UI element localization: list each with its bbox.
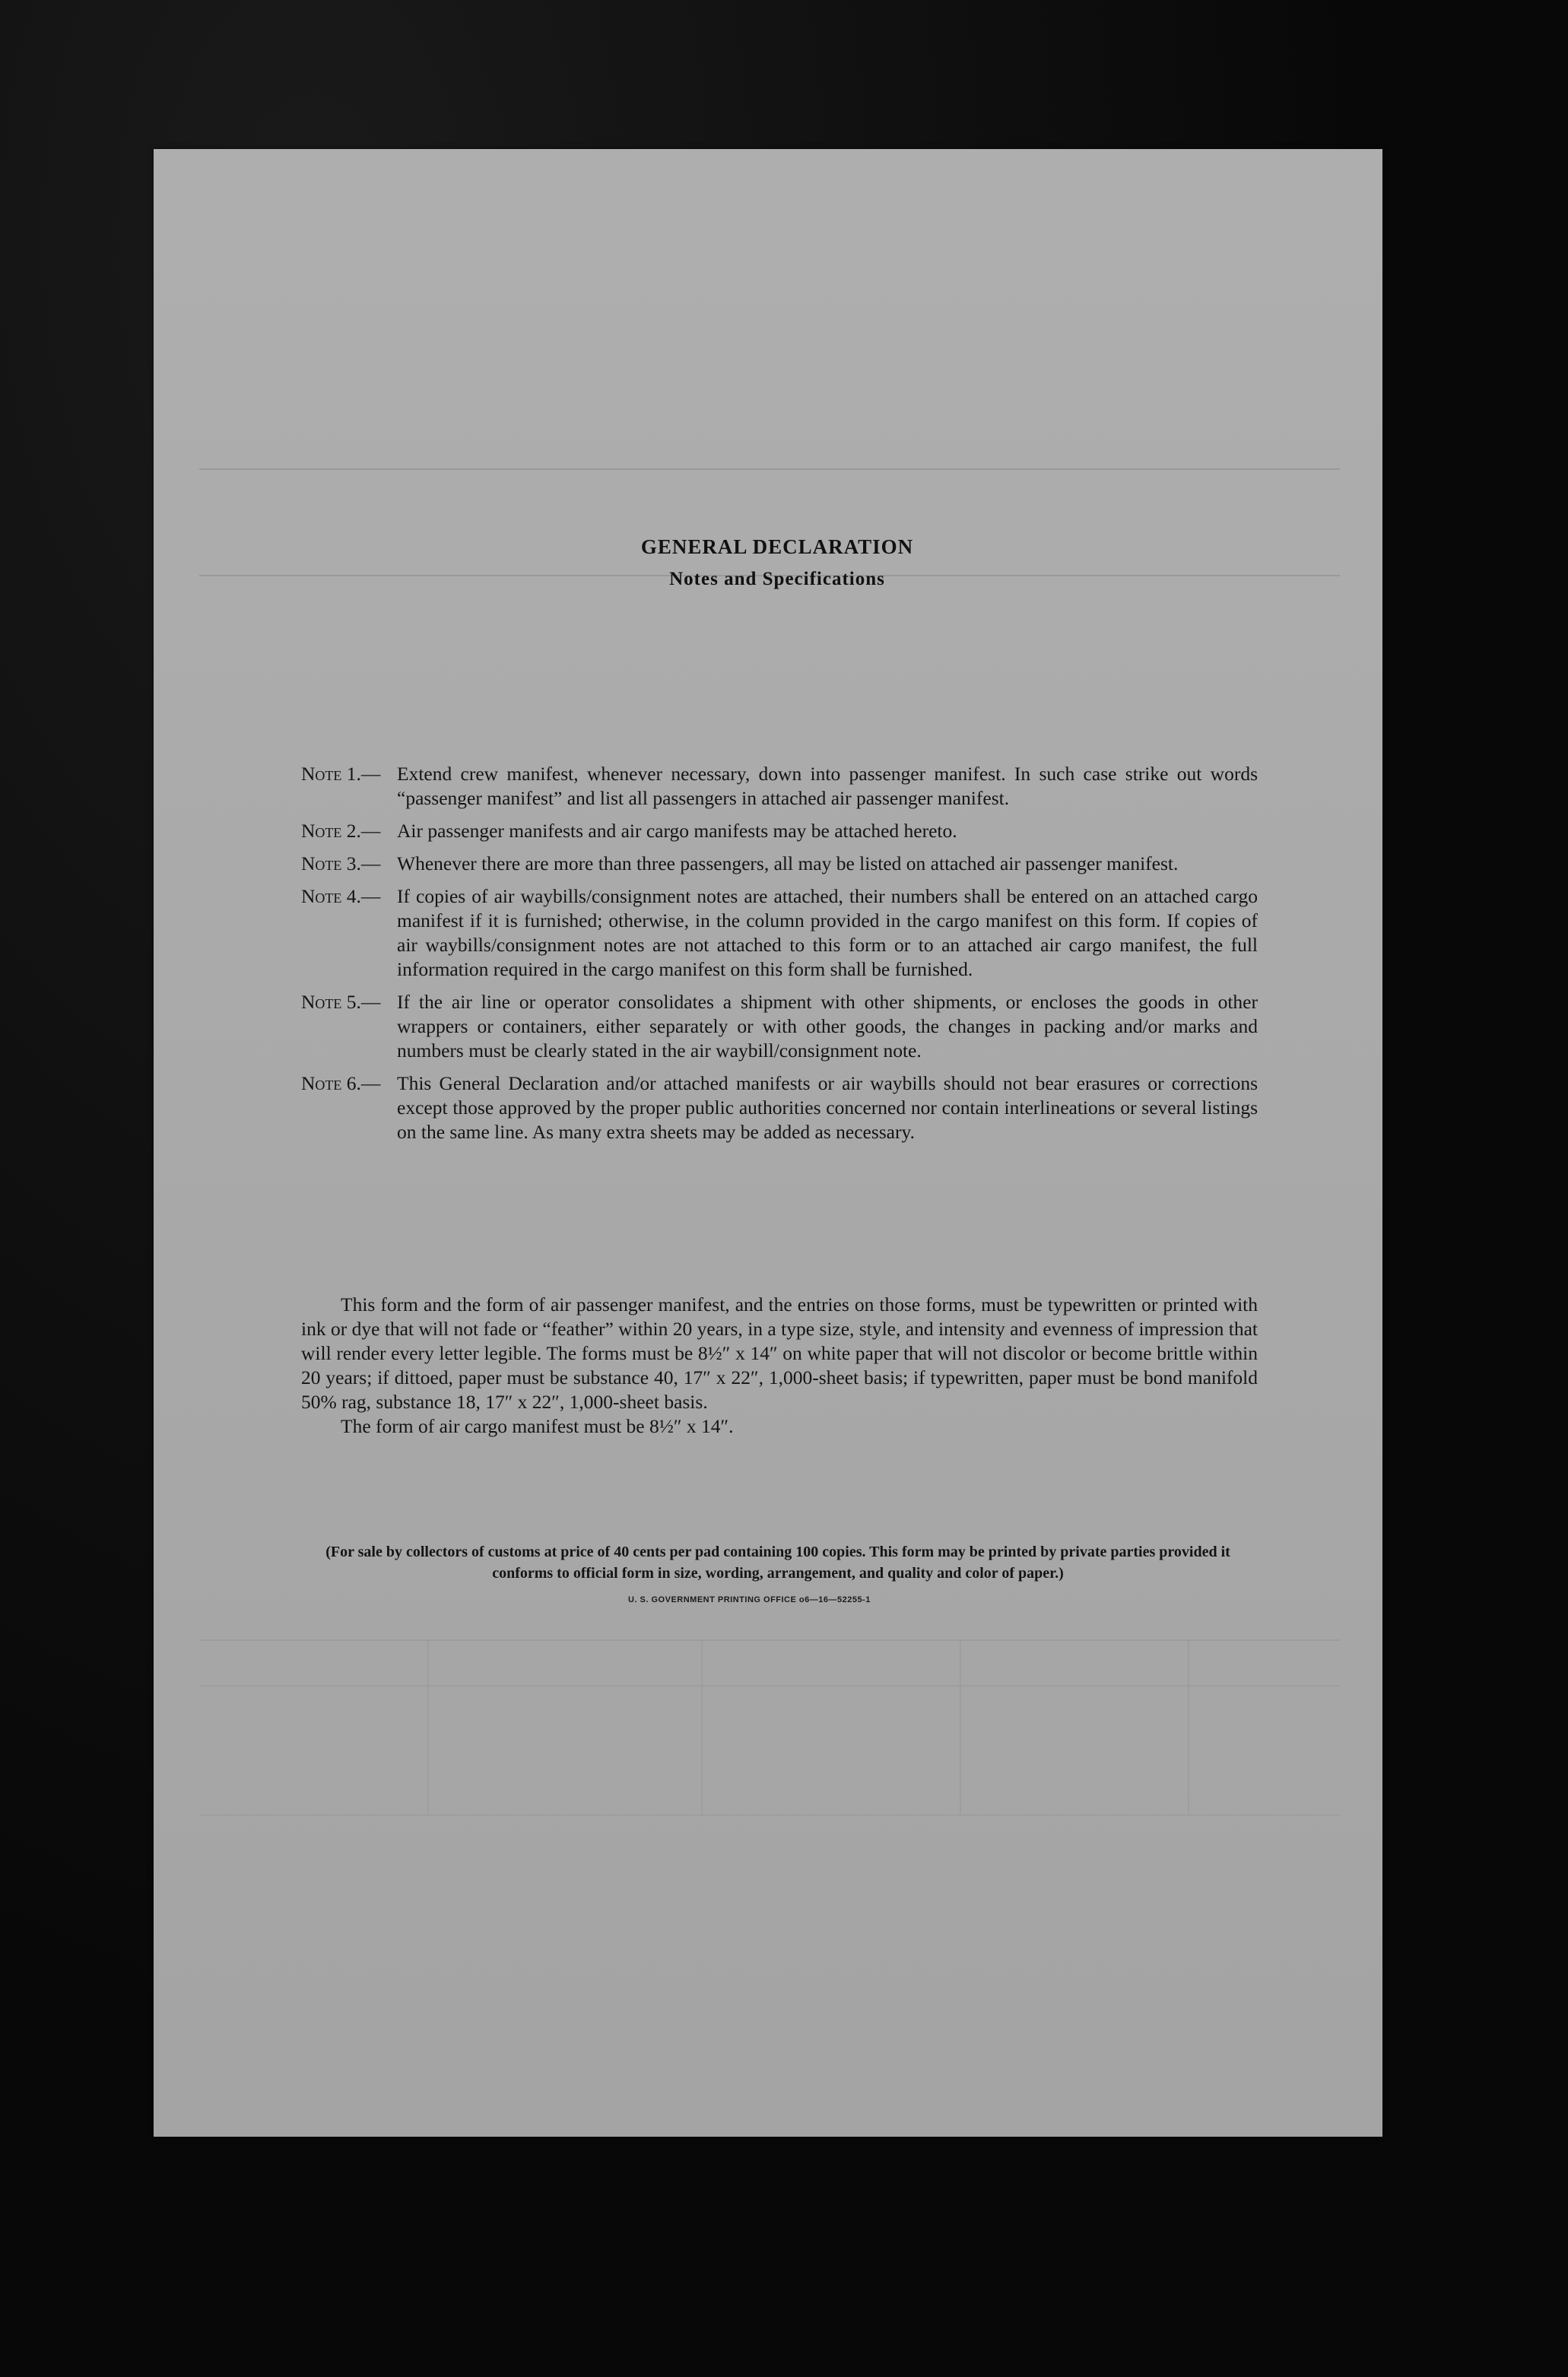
note-label bbox=[301, 884, 397, 982]
ghost-rule bbox=[701, 1639, 703, 1814]
note-text: Whenever there are more than three passengers, all may be listed on attached air passenger manifest. bbox=[397, 852, 1179, 874]
note-label-number: 3.— bbox=[341, 852, 381, 874]
note-item bbox=[301, 884, 1258, 982]
note-label-word: Note bbox=[301, 820, 342, 842]
paper-specification-paragraph: This form and the form of air passenger manifest, and the entries on those forms, must be typewritten or printed with ink or dye that will not fade or “feather” within 20 years, in a type size, style, and intensity and evenness of impression that will render every letter legible. The forms must be 8½″ x 14″ on white paper that will not discolor or become brittle within 20 years; if dittoed, paper must be substance 40, 17″ x 22″, 1,000-sheet basis; if typewritten, paper must be bond manifold 50% rag, substance 18, 17″ x 22″, 1,000-sheet basis. bbox=[301, 1293, 1258, 1413]
note-text: If the air line or operator consolidates a shipment with other shipments, or encloses the goods in other wrappers or containers, either separately or with other goods, the changes in packing and/or marks and numbers must be clearly stated in the air waybill/consignment note. bbox=[397, 991, 1258, 1062]
ghost-rule bbox=[1188, 1639, 1189, 1814]
note-text: Extend crew manifest, whenever necessary, down into passenger manifest. In such case strike out words “passenger manifest” and list all passengers in attached air passenger manifest. bbox=[397, 763, 1258, 809]
notes-list bbox=[301, 762, 1258, 1153]
note-label-word: Note bbox=[301, 763, 342, 785]
ghost-rule bbox=[199, 468, 1340, 470]
ghost-rule bbox=[199, 1814, 1340, 1816]
document-subtitle: Notes and Specifications bbox=[669, 569, 885, 589]
note-label-word: Note bbox=[301, 852, 342, 874]
document-title: GENERAL DECLARATION bbox=[640, 535, 914, 558]
note-label-word: Note bbox=[301, 1072, 342, 1094]
note-label bbox=[301, 762, 397, 811]
note-item bbox=[301, 762, 1258, 811]
note-label bbox=[301, 1071, 397, 1144]
note-item bbox=[301, 990, 1258, 1063]
note-item bbox=[301, 852, 1258, 876]
sale-notice: (For sale by collectors of customs at price of 40 cents per pad containing 100 copies. This form may be printed by private parties provided it conforms to official form in size, wording, arrangement, and quality and color of paper.) bbox=[325, 1544, 1230, 1582]
note-label bbox=[301, 990, 397, 1063]
note-label-word: Note bbox=[301, 885, 342, 907]
ghost-rule bbox=[199, 1685, 1340, 1687]
note-text: If copies of air waybills/consignment notes are attached, their numbers shall be entered on an attached cargo manifest if it is furnished; otherwise, in the column provided in the cargo manifest on this form. If copies of air waybills/consignment notes are not attached to this form or to an attached air cargo manifest, the full information required in the cargo manifest on this form shall be furnished. bbox=[397, 885, 1258, 980]
ghost-rule bbox=[199, 1639, 1340, 1641]
cargo-manifest-size-paragraph: The form of air cargo manifest must be 8½″ x 14″. bbox=[341, 1415, 734, 1437]
note-label-word: Note bbox=[301, 991, 342, 1013]
ghost-rule bbox=[427, 1639, 429, 1814]
note-label-number: 1.— bbox=[341, 763, 381, 785]
note-text: This General Declaration and/or attached manifests or air waybills should not bear erasures or corrections except those approved by the proper public authorities concerned nor contain interlineations or several listings on the same line. As many extra sheets may be added as necessary. bbox=[397, 1072, 1258, 1143]
note-label bbox=[301, 819, 397, 843]
note-label-number: 2.— bbox=[341, 820, 381, 842]
note-item bbox=[301, 1071, 1258, 1144]
note-item bbox=[301, 819, 1258, 843]
note-label bbox=[301, 852, 397, 876]
ghost-rule bbox=[960, 1639, 961, 1814]
note-text: Air passenger manifests and air cargo manifests may be attached hereto. bbox=[397, 820, 957, 842]
note-label-number: 4.— bbox=[341, 885, 381, 907]
note-label-number: 6.— bbox=[341, 1072, 381, 1094]
printer-imprint: U. S. GOVERNMENT PRINTING OFFICE o6—16—52255-1 bbox=[628, 1595, 871, 1604]
note-label-number: 5.— bbox=[341, 991, 381, 1013]
